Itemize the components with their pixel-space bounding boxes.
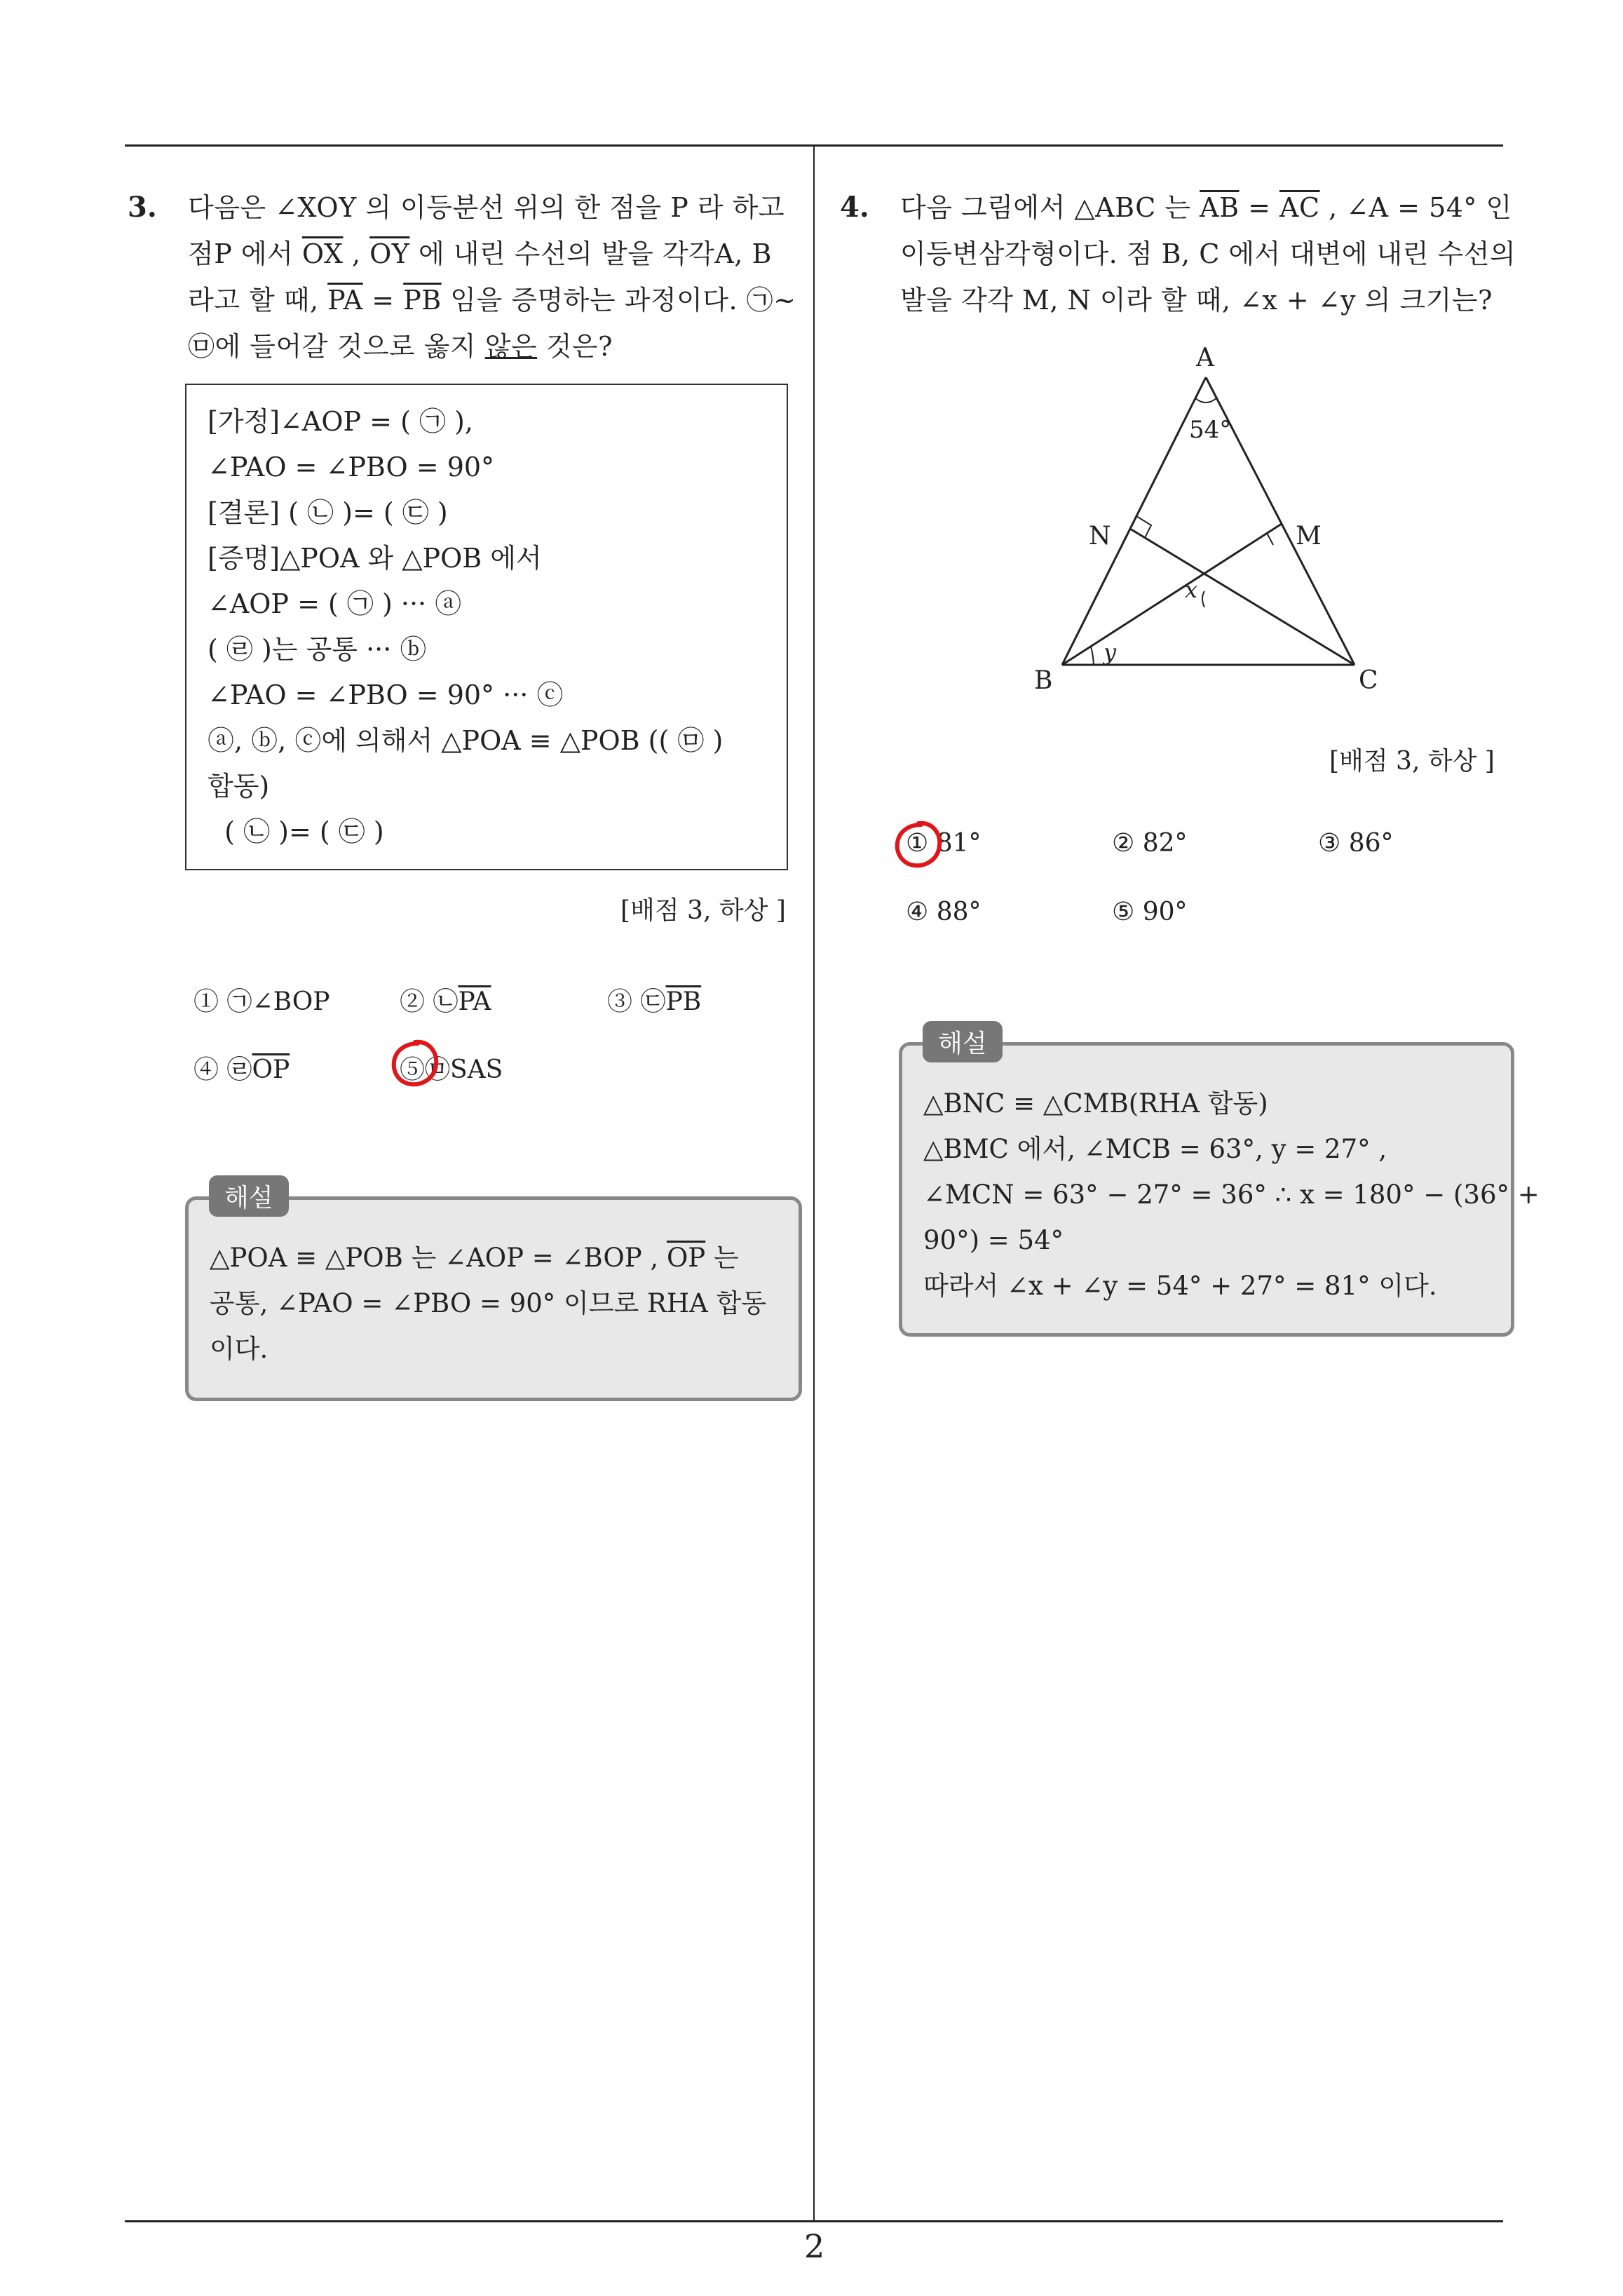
q4-score: [배점 3, 하상 ] — [1329, 747, 1495, 776]
q3-choice-3[interactable]: ③ $㉢\overline{PB}$ — [607, 987, 702, 1016]
q3-solution-line: 이다. — [210, 1334, 269, 1364]
q3-score: [배점 3, 하상 ] — [620, 896, 786, 925]
proof-line: [증명]△POA 와 △POB 에서 — [208, 543, 542, 574]
q4-choice-2[interactable]: ② 82° — [1112, 829, 1188, 858]
question-4-number: 4. — [840, 191, 869, 224]
q3-choice-2[interactable]: ② $㉡\overline{PA}$ — [400, 987, 491, 1016]
proof-line: ( ㉡ )= ( ㉢ ) — [208, 816, 384, 847]
q3-proof-box — [185, 384, 788, 870]
q4-solution-line: ∠MCN = 63° − 27° = 36° ∴ x = 180° − (36° + — [923, 1180, 1540, 1210]
side-AB — [1062, 377, 1206, 665]
q4-solution-line: △BMC 에서, ∠MCB = 63°, y = 27° , — [923, 1134, 1387, 1164]
label-x: x — [1185, 576, 1198, 603]
q3-choice-5[interactable]: ⑤㉤SAS — [400, 1055, 503, 1084]
proof-line: ∠PAO = ∠PBO = 90° ··· ⓒ — [208, 680, 564, 710]
label-M: M — [1296, 522, 1322, 551]
q3-line-2: 점P 에서 $\overline{OX}$ , $\overline{OY}$ 에 내린 수선의 발을 각각A, B — [188, 238, 772, 269]
question-4-text — [900, 184, 1516, 323]
q4-line-2: 이등변삼각형이다. 점 B, C 에서 대변에 내린 수선의 — [900, 238, 1516, 269]
label-B: B — [1034, 666, 1053, 695]
label-y: y — [1103, 639, 1117, 666]
proof-line: ( ㉣ )는 공통 ··· ⓑ — [208, 634, 427, 665]
q4-line-1: 다음 그림에서 △ABC 는 $\overline{AB} = \overline{AC}$ , ∠A = 54° 인 — [900, 192, 1512, 223]
q3-solution-box — [185, 1196, 802, 1401]
q3-choice-1[interactable]: ① ㉠∠BOP — [193, 987, 330, 1016]
q4-choice-3[interactable]: ③ 86° — [1318, 829, 1394, 858]
question-3-text — [188, 184, 796, 370]
q4-solution-line: △BNC ≡ △CMB(RHA 합동) — [923, 1088, 1268, 1119]
angle-x-arc — [1202, 591, 1204, 607]
q4-line-3: 발을 각각 M, N 이라 할 때, ∠x + ∠y 의 크기는? — [900, 285, 1493, 316]
q4-answer-mark — [890, 816, 946, 872]
q3-solution-tag: 해설 — [209, 1175, 289, 1217]
q4-choice-1[interactable]: ① 81° — [906, 829, 982, 858]
q3-solution-line: △POA ≡ △POB 는 ∠AOP = ∠BOP , $\overline{OP}$ 는 — [210, 1243, 739, 1273]
angle-A-arc — [1195, 398, 1216, 403]
right-angle-M — [1267, 524, 1282, 545]
column-divider — [813, 144, 815, 2222]
label-C: C — [1359, 666, 1378, 695]
proof-line: ∠PAO = ∠PBO = 90° — [208, 452, 495, 482]
q3-line-3: 라고 할 때, $\overline{PA} = \overline{PB}$ 임을 증명하는 과정이다. ㉠~ — [188, 285, 796, 316]
bottom-rule — [125, 2220, 1503, 2222]
q4-choice-5[interactable]: ⑤ 90° — [1112, 898, 1188, 926]
question-3-number: 3. — [128, 191, 157, 224]
q3-choice-4[interactable]: ④ $㉣\overline{OP}$ — [193, 1055, 290, 1084]
q4-choice-4[interactable]: ④ 88° — [906, 898, 982, 926]
q4-triangle-figure — [1017, 337, 1409, 701]
page-number: 2 — [804, 2227, 825, 2265]
label-A: A — [1196, 344, 1214, 372]
right-angle-N — [1130, 516, 1151, 538]
proof-line: ⓐ, ⓑ, ⓒ에 의해서 △POA ≡ △POB (( ㉤ ) — [208, 725, 724, 756]
proof-line: 합동) — [208, 771, 270, 802]
q4-solution-tag: 해설 — [923, 1021, 1003, 1062]
q3-line-4: ㉤에 들어갈 것으로 옳지 않은 것은? — [188, 331, 613, 362]
angle-y-arc — [1091, 647, 1094, 665]
q3-line-1: 다음은 ∠XOY 의 이등분선 위의 한 점을 P 라 하고 — [188, 192, 785, 223]
q4-solution-line: 90°) = 54° — [923, 1225, 1064, 1255]
label-angle-A: 54° — [1189, 416, 1232, 444]
proof-line: [결론] ( ㉡ )= ( ㉢ ) — [208, 497, 448, 528]
q4-solution-line: 따라서 ∠x + ∠y = 54° + 27° = 81° 이다. — [923, 1271, 1437, 1301]
q3-answer-mark — [387, 1035, 443, 1091]
q3-solution-line: 공통, ∠PAO = ∠PBO = 90° 이므로 RHA 합동 — [210, 1288, 767, 1318]
q4-solution-box — [899, 1042, 1540, 1337]
proof-line: ∠AOP = ( ㉠ ) ··· ⓐ — [208, 588, 462, 619]
proof-line: [가정]∠AOP = ( ㉠ ), — [208, 406, 473, 437]
label-N: N — [1089, 522, 1111, 551]
